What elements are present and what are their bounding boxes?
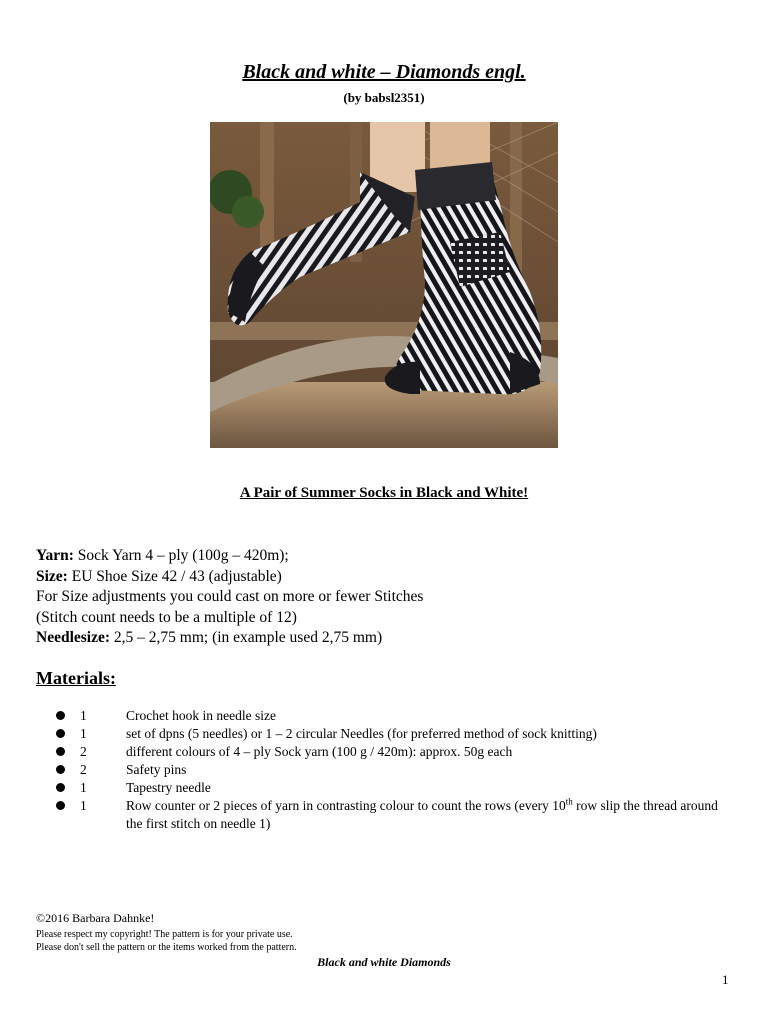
list-item bbox=[56, 779, 736, 797]
needle-label: Needlesize: bbox=[36, 629, 111, 646]
page-number: 1 bbox=[722, 972, 729, 987]
item-description-start: Row counter or 2 pieces of yarn in contrasting colour to count the rows (every 10 bbox=[126, 798, 566, 813]
item-quantity: 1 bbox=[80, 708, 87, 723]
pattern-subtitle: A Pair of Summer Socks in Black and White! bbox=[239, 485, 529, 501]
item-description bbox=[126, 797, 726, 833]
item-description: Safety pins bbox=[126, 762, 187, 777]
bullet-icon bbox=[56, 747, 65, 756]
item-description: Crochet hook in needle size bbox=[126, 708, 276, 723]
size-value: EU Shoe Size 42 / 43 (adjustable) bbox=[67, 567, 282, 585]
author-byline: (by babsl2351) bbox=[343, 90, 425, 105]
materials-list bbox=[56, 707, 736, 833]
specs-block bbox=[36, 546, 423, 649]
ordinal-suffix: th bbox=[565, 796, 573, 807]
yarn-line bbox=[36, 546, 423, 567]
item-quantity: 1 bbox=[80, 798, 87, 813]
usage-note: Please don't sell the pattern or the items worked from the pattern. bbox=[36, 942, 297, 953]
yarn-value: Sock Yarn 4 – ply (100g – 420m); bbox=[73, 547, 289, 564]
copyright-note: Please respect my copyright! The pattern is for your private use. bbox=[36, 929, 293, 940]
stitch-count-line: (Stitch count needs to be a multiple of 12) bbox=[36, 608, 297, 626]
bullet-icon bbox=[56, 801, 65, 810]
bullet-icon bbox=[56, 783, 65, 792]
item-quantity: 2 bbox=[80, 762, 87, 777]
list-item bbox=[56, 743, 736, 761]
sock-photo-illustration bbox=[210, 122, 558, 448]
bullet-icon bbox=[56, 765, 65, 774]
needle-value: 2,5 – 2,75 mm; (in example used 2,75 mm) bbox=[110, 629, 383, 646]
size-adjust-line: For Size adjustments you could cast on more or fewer Stitches bbox=[36, 588, 424, 605]
item-description: different colours of 4 – ply Sock yarn (100 g / 420m): approx. 50g each bbox=[126, 744, 513, 759]
copyright-notice: ©2016 Barbara Dahnke! bbox=[36, 911, 155, 925]
size-line bbox=[36, 567, 423, 588]
materials-heading: Materials: bbox=[36, 668, 116, 688]
size-label: Size: bbox=[36, 567, 68, 585]
bullet-icon bbox=[56, 711, 65, 720]
list-item bbox=[56, 725, 736, 743]
item-description: Tapestry needle bbox=[126, 780, 211, 795]
sock-photo bbox=[210, 122, 558, 448]
list-item bbox=[56, 707, 736, 725]
list-item bbox=[56, 797, 736, 833]
document-title: Black and white – Diamonds engl. bbox=[242, 61, 526, 83]
item-quantity: 1 bbox=[80, 726, 87, 741]
yarn-label: Yarn: bbox=[36, 547, 74, 564]
bullet-icon bbox=[56, 729, 65, 738]
item-quantity: 2 bbox=[80, 744, 87, 759]
running-footer: Black and white Diamonds bbox=[317, 955, 451, 969]
item-description: set of dpns (5 needles) or 1 – 2 circular Needles (for preferred method of sock knitting) bbox=[126, 726, 597, 741]
list-item bbox=[56, 761, 736, 779]
item-description-end: row slip the thread around the first stitch on needle 1) bbox=[126, 798, 718, 831]
item-quantity: 1 bbox=[80, 780, 87, 795]
needle-line bbox=[36, 628, 423, 649]
